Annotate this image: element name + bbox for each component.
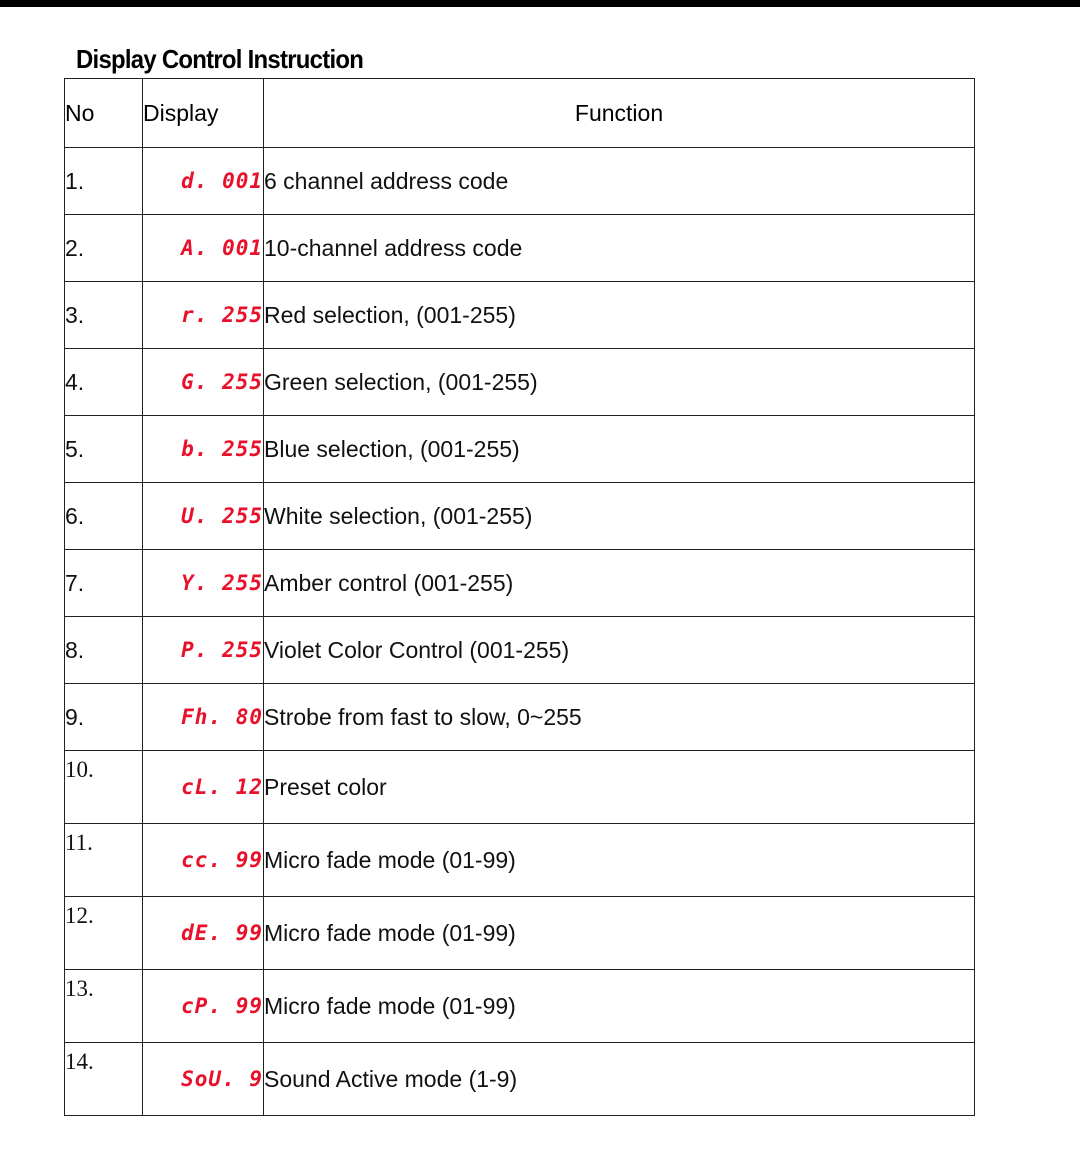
table-row: [65, 550, 975, 617]
row-display-code: G. 255: [143, 349, 264, 416]
table-row: [65, 897, 975, 970]
row-function: Micro fade mode (01-99): [264, 824, 975, 897]
header-no: No: [65, 79, 143, 148]
row-number: 14.: [65, 1043, 143, 1116]
page-title: Display Control Instruction: [76, 44, 364, 74]
table-header-row: [65, 79, 975, 148]
row-number: 12.: [65, 897, 143, 970]
row-function: Micro fade mode (01-99): [264, 897, 975, 970]
row-function: 6 channel address code: [264, 148, 975, 215]
row-number: 7.: [65, 550, 143, 617]
row-number: 13.: [65, 970, 143, 1043]
row-function: Amber control (001-255): [264, 550, 975, 617]
row-function: Strobe from fast to slow, 0~255: [264, 684, 975, 751]
table-row: [65, 215, 975, 282]
table-row: [65, 751, 975, 824]
table-row: [65, 617, 975, 684]
row-function: 10-channel address code: [264, 215, 975, 282]
row-number: 4.: [65, 349, 143, 416]
row-number: 3.: [65, 282, 143, 349]
row-function: White selection, (001-255): [264, 483, 975, 550]
row-number: 2.: [65, 215, 143, 282]
top-edge-bar: [0, 0, 1080, 7]
header-function: Function: [264, 79, 975, 148]
table-row: [65, 349, 975, 416]
row-number: 8.: [65, 617, 143, 684]
row-number: 9.: [65, 684, 143, 751]
row-display-code: P. 255: [143, 617, 264, 684]
display-control-table: [64, 78, 975, 1116]
table-row: [65, 148, 975, 215]
row-number: 6.: [65, 483, 143, 550]
table-row: [65, 416, 975, 483]
table-row: [65, 684, 975, 751]
row-display-code: Y. 255: [143, 550, 264, 617]
row-display-code: A. 001: [143, 215, 264, 282]
row-number: 1.: [65, 148, 143, 215]
table-row: [65, 483, 975, 550]
row-display-code: cc. 99: [143, 824, 264, 897]
row-number: 5.: [65, 416, 143, 483]
table-row: [65, 824, 975, 897]
row-display-code: cP. 99: [143, 970, 264, 1043]
row-number: 10.: [65, 751, 143, 824]
row-function: Red selection, (001-255): [264, 282, 975, 349]
row-function: Blue selection, (001-255): [264, 416, 975, 483]
table-row: [65, 282, 975, 349]
row-display-code: Fh. 80: [143, 684, 264, 751]
header-display: Display: [143, 79, 264, 148]
row-display-code: r. 255: [143, 282, 264, 349]
table-row: [65, 1043, 975, 1116]
row-function: Micro fade mode (01-99): [264, 970, 975, 1043]
row-display-code: d. 001: [143, 148, 264, 215]
row-display-code: U. 255: [143, 483, 264, 550]
row-function: Preset color: [264, 751, 975, 824]
row-display-code: cL. 12: [143, 751, 264, 824]
table-row: [65, 970, 975, 1043]
row-display-code: SoU. 9: [143, 1043, 264, 1116]
row-function: Violet Color Control (001-255): [264, 617, 975, 684]
row-function: Green selection, (001-255): [264, 349, 975, 416]
row-display-code: dE. 99: [143, 897, 264, 970]
row-function: Sound Active mode (1-9): [264, 1043, 975, 1116]
row-display-code: b. 255: [143, 416, 264, 483]
row-number: 11.: [65, 824, 143, 897]
